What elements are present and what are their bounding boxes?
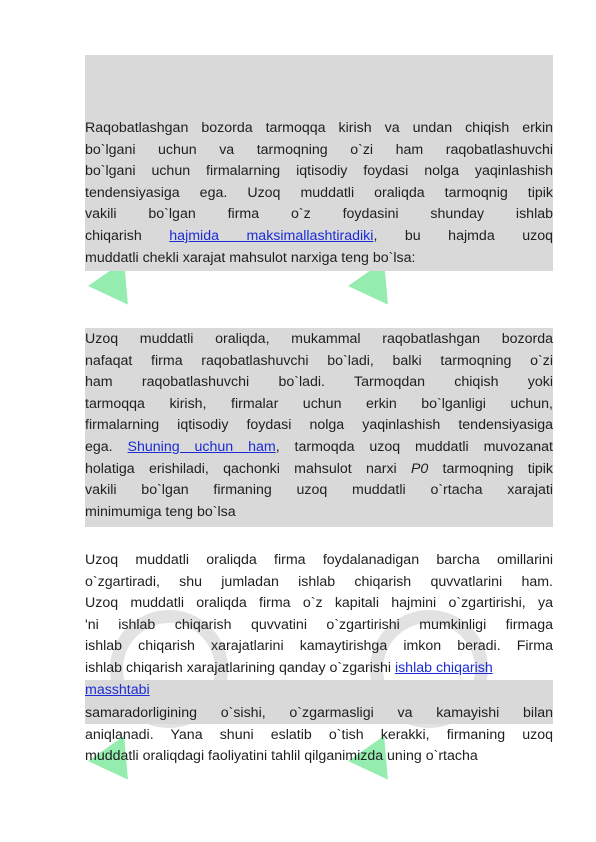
text-segment: minimumiga teng bo`lsa	[85, 503, 236, 520]
text-line	[85, 593, 553, 615]
text-segment: muddatli chekli xarajat mahsulot narxiga teng bo`lsa:	[85, 249, 416, 266]
text-line	[85, 572, 553, 594]
text-segment: vakili bo`lgan firma o`z foydasini shunday ishlab	[85, 206, 553, 223]
text-segment: ega.	[85, 438, 128, 455]
text-line	[85, 703, 553, 725]
text-segment: samaradorligining o`sishi, o`zgarmasligi va kamayishi bilan	[85, 705, 553, 721]
text-segment: ham raqobatlashuvchi bo`ladi. Tarmoqdan chiqish yoki	[85, 374, 553, 391]
text-line	[85, 394, 553, 416]
paragraph-3	[85, 550, 553, 701]
text-line	[85, 248, 553, 270]
text-line	[85, 725, 553, 747]
paragraph-1	[85, 118, 553, 269]
text-segment: aniqlanadi. Yana shuni eslatib o`tish kerakki, firmaning uzoq	[85, 726, 553, 743]
text-line	[85, 351, 553, 373]
text-segment: , bu hajmda uzoq	[373, 227, 553, 244]
text-line	[85, 437, 553, 459]
text-line	[85, 480, 553, 502]
text-line	[85, 183, 553, 205]
text-line	[85, 615, 553, 637]
text-segment: Uzoq muddatli oraliqda firma foydalanadigan barcha omillarini	[85, 552, 553, 568]
text-line	[85, 161, 553, 183]
text-segment: chiqarish	[85, 227, 170, 244]
text-line	[85, 372, 553, 394]
text-segment: , tarmoqda uzoq muddatli muvozanat	[275, 438, 553, 455]
text-line	[85, 415, 553, 437]
text-segment: vakili bo`lgan firmaning uzoq muddatli o`rtacha xarajati	[85, 482, 553, 499]
text-line	[85, 204, 553, 226]
text-segment: Uzoq muddatli oraliqda firma o`z kapitali hajmini o`zgartirishi, ya	[85, 595, 553, 612]
text-line	[85, 680, 553, 702]
text-line	[85, 226, 553, 248]
paragraph-4	[85, 703, 553, 768]
text-line	[85, 658, 553, 680]
italic-symbol: P0	[410, 460, 429, 477]
text-line	[85, 746, 553, 768]
paragraph-2	[85, 329, 553, 523]
text-segment: Uzoq muddatli oraliqda, mukammal raqobatlashgan bozorda	[85, 331, 553, 347]
hyperlink[interactable]: ishlab chiqarish	[394, 659, 493, 676]
text-segment: tarmoqqa kirish, firmalar uchun erkin bo`lganligi uchun,	[85, 395, 553, 412]
text-line	[85, 459, 553, 481]
text-line	[85, 636, 553, 658]
text-segment: firmalarning iqtisodiy foydasi nolga yaqinlashish tendensiyasiga	[85, 417, 553, 434]
text-segment: o`zgartiradi, shu jumladan ishlab chiqarish quvvatlarini ham.	[85, 573, 553, 590]
text-segment: bo`lgani uchun firmalarning iqtisodiy foydasi nolga yaqinlashish	[85, 163, 553, 180]
hyperlink[interactable]: hajmida maksimallashtiradiki	[169, 227, 374, 244]
text-segment: tarmoqning tipik	[428, 460, 554, 477]
text-segment: bo`lgani uchun va tarmoqning o`zi ham raqobatlashuvchi	[85, 141, 553, 158]
text-line	[85, 329, 553, 351]
text-segment: holatiga erishiladi, qachonki mahsulot narxi	[85, 460, 411, 477]
text-segment: ishlab chiqarish xarajatlarini kamaytirishga imkon beradi. Firma	[85, 638, 553, 655]
text-line	[85, 550, 553, 572]
hyperlink[interactable]: Shuning uchun ham	[127, 438, 276, 455]
text-segment: nafaqat firma raqobatlashuvchi bo`ladi, balki tarmoqning o`zi	[85, 352, 553, 369]
text-segment: ishlab chiqarish xarajatlarining qanday o`zgarishi	[85, 659, 395, 676]
hyperlink[interactable]: masshtabi	[85, 681, 150, 698]
text-segment: Raqobatlashgan bozorda tarmoqqa kirish va undan chiqish erkin	[85, 120, 553, 136]
text-segment: muddatli oraliqdagi faoliyatini tahlil qilganimizda uning o`rtacha	[85, 748, 478, 765]
text-line	[85, 118, 553, 140]
text-line	[85, 140, 553, 162]
text-segment: tendensiyasiga ega. Uzoq muddatli oraliqda tarmoqnig tipik	[85, 184, 553, 201]
text-line	[85, 502, 553, 524]
text-segment: 'ni ishlab chiqarish quvvatini o`zgartirishi mumkinligi firmaga	[85, 616, 553, 633]
